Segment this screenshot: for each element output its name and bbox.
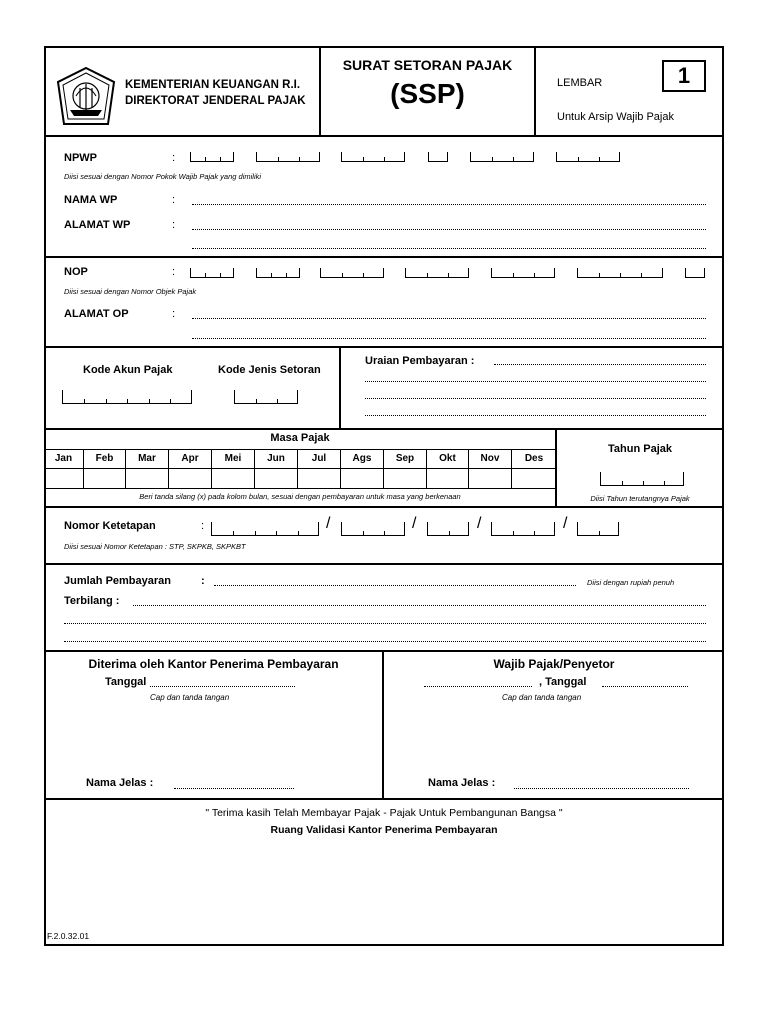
divider	[44, 135, 724, 137]
divider	[382, 650, 384, 799]
colon: :	[201, 575, 205, 587]
nop-segment[interactable]	[405, 268, 469, 278]
amount-field[interactable]	[214, 585, 576, 586]
tax-year-title: Tahun Pajak	[608, 443, 672, 455]
words-label: Terbilang :	[64, 595, 120, 607]
payer-date-field[interactable]	[602, 686, 688, 687]
assessment-hint: Diisi sesuai Nomor Ketetapan : STP, SKPKB, SKPKBT	[64, 542, 246, 551]
amount-label: Jumlah Pembayaran	[64, 575, 171, 587]
month-mei-label: Mei	[212, 450, 255, 468]
divider	[44, 346, 724, 348]
divider	[534, 46, 536, 136]
object-address-field-line2[interactable]	[192, 338, 706, 339]
receiver-name-label: Nama Jelas :	[86, 777, 154, 789]
month-grid-bottom	[44, 488, 556, 489]
colon: :	[172, 152, 176, 164]
slash: /	[477, 515, 482, 532]
month-sep-checkbox[interactable]	[384, 468, 427, 488]
npwp-label: NPWP	[64, 152, 97, 164]
receiver-date-field[interactable]	[150, 686, 295, 687]
month-feb-checkbox[interactable]	[84, 468, 126, 488]
nop-label: NOP	[64, 266, 88, 278]
sheet-number-box	[662, 60, 706, 92]
words-field-line3[interactable]	[64, 641, 706, 642]
month-mar-label: Mar	[126, 450, 169, 468]
assessment-segment[interactable]	[427, 522, 469, 536]
amount-hint: Diisi dengan rupiah penuh	[587, 578, 675, 587]
npwp-segment[interactable]	[256, 152, 320, 162]
assessment-segment[interactable]	[577, 522, 619, 536]
divider	[339, 346, 341, 429]
description-label: Uraian Pembayaran :	[365, 355, 475, 367]
assessment-segment[interactable]	[341, 522, 405, 536]
colon: :	[172, 266, 176, 278]
slash: /	[326, 515, 331, 532]
receiver-name-field[interactable]	[174, 788, 294, 789]
nop-segment[interactable]	[491, 268, 555, 278]
sheet-label: LEMBAR	[557, 77, 603, 89]
colon: :	[172, 219, 176, 231]
payer-date-label: , Tanggal	[539, 676, 587, 688]
month-nov-label: Nov	[469, 450, 512, 468]
object-address-field[interactable]	[192, 318, 706, 319]
npwp-segment[interactable]	[341, 152, 405, 162]
description-field-line3[interactable]	[365, 398, 706, 399]
month-jan-checkbox[interactable]	[44, 468, 84, 488]
divider	[44, 256, 724, 258]
nop-segment[interactable]	[685, 268, 705, 278]
address-label: ALAMAT WP	[64, 219, 131, 231]
colon: :	[172, 194, 176, 206]
words-field-line2[interactable]	[64, 623, 706, 624]
nop-segment[interactable]	[577, 268, 663, 278]
description-field-line2[interactable]	[365, 381, 706, 382]
npwp-segment[interactable]	[428, 152, 448, 162]
month-feb-label: Feb	[84, 450, 126, 468]
account-code-label: Kode Akun Pajak	[83, 364, 173, 376]
divider	[44, 506, 724, 508]
month-jun-checkbox[interactable]	[255, 468, 298, 488]
month-des-label: Des	[524, 453, 544, 464]
assessment-segment[interactable]	[211, 522, 319, 536]
deposit-code-input[interactable]	[234, 390, 298, 404]
directorate-name: DIREKTORAT JENDERAL PAJAK	[125, 95, 306, 107]
divider	[44, 563, 724, 565]
name-label: NAMA WP	[64, 194, 118, 206]
words-field[interactable]	[133, 605, 706, 606]
nop-hint: Diisi sesuai dengan Nomor Objek Pajak	[64, 287, 197, 296]
slash: /	[563, 515, 568, 532]
month-mei-checkbox[interactable]	[212, 468, 255, 488]
month-jun-label: Jun	[255, 450, 298, 468]
month-jan-label: Jan	[44, 450, 84, 468]
address-field-line2[interactable]	[192, 248, 706, 249]
receiver-title: Diterima oleh Kantor Penerima Pembayaran	[88, 657, 339, 671]
payer-title: Wajib Pajak/Penyetor	[493, 657, 615, 671]
npwp-segment[interactable]	[190, 152, 234, 162]
validation-slogan: " Terima kasih Telah Membayar Pajak - Pajak Untuk Pembangunan Bangsa "	[205, 807, 563, 819]
deposit-code-label: Kode Jenis Setoran	[218, 364, 321, 376]
ministry-name: KEMENTERIAN KEUANGAN R.I.	[125, 79, 301, 91]
month-okt-checkbox[interactable]	[427, 468, 469, 488]
colon: :	[172, 308, 176, 320]
assessment-segment[interactable]	[491, 522, 555, 536]
month-apr-label: Apr	[169, 450, 212, 468]
period-title: Masa Pajak	[270, 432, 330, 444]
form-abbr: (SSP)	[390, 78, 465, 109]
object-address-label: ALAMAT OP	[64, 308, 129, 320]
payer-name-field[interactable]	[514, 788, 689, 789]
description-field-line4[interactable]	[365, 415, 706, 416]
npwp-segment[interactable]	[556, 152, 620, 162]
description-field[interactable]	[494, 364, 706, 365]
payer-name-label: Nama Jelas :	[428, 777, 496, 789]
period-hint: Beri tanda silang (x) pada kolom bulan, sesuai dengan pembayaran untuk masa yang berkenaan	[139, 492, 461, 501]
receiver-stamp-hint: Cap dan tanda tangan	[150, 693, 230, 702]
nop-segment[interactable]	[320, 268, 384, 278]
receiver-date-label: Tanggal	[105, 676, 147, 688]
assessment-label: Nomor Ketetapan	[64, 520, 156, 532]
form-code: F.2.0.32.01	[47, 931, 90, 941]
month-sep-label: Sep	[384, 450, 427, 468]
nop-segment[interactable]	[256, 268, 300, 278]
payer-stamp-hint: Cap dan tanda tangan	[502, 693, 582, 702]
colon: :	[201, 520, 205, 532]
ministry-logo	[54, 66, 118, 133]
divider	[44, 650, 724, 652]
month-ags-checkbox[interactable]	[341, 468, 384, 488]
month-mar-checkbox[interactable]	[126, 468, 169, 488]
sheet-purpose: Untuk Arsip Wajib Pajak	[557, 111, 674, 123]
nop-segment[interactable]	[190, 268, 234, 278]
slash: /	[412, 515, 417, 532]
tax-year-hint: Diisi Tahun terutangnya Pajak	[590, 494, 690, 503]
name-field[interactable]	[192, 204, 706, 205]
validation-title: Ruang Validasi Kantor Penerima Pembayaran	[270, 824, 498, 836]
tax-year-input[interactable]	[600, 472, 684, 486]
divider	[44, 428, 724, 430]
payer-place-field[interactable]	[424, 686, 532, 687]
npwp-hint: Diisi sesuai dengan Nomor Pokok Wajib Pajak yang dimiliki	[64, 172, 262, 181]
address-field[interactable]	[192, 229, 706, 230]
form-title: SURAT SETORAN PAJAK	[342, 57, 513, 73]
month-jul-label: Jul	[298, 450, 341, 468]
divider	[44, 798, 724, 800]
month-okt-label: Okt	[427, 450, 469, 468]
npwp-segment[interactable]	[470, 152, 534, 162]
account-code-input[interactable]	[62, 390, 192, 404]
month-apr-checkbox[interactable]	[169, 468, 212, 488]
month-jul-checkbox[interactable]	[298, 468, 341, 488]
month-nov-checkbox[interactable]	[469, 468, 512, 488]
month-des-checkbox[interactable]	[512, 468, 556, 488]
month-ags-label: Ags	[341, 450, 384, 468]
sheet-number: 1	[677, 63, 691, 88]
